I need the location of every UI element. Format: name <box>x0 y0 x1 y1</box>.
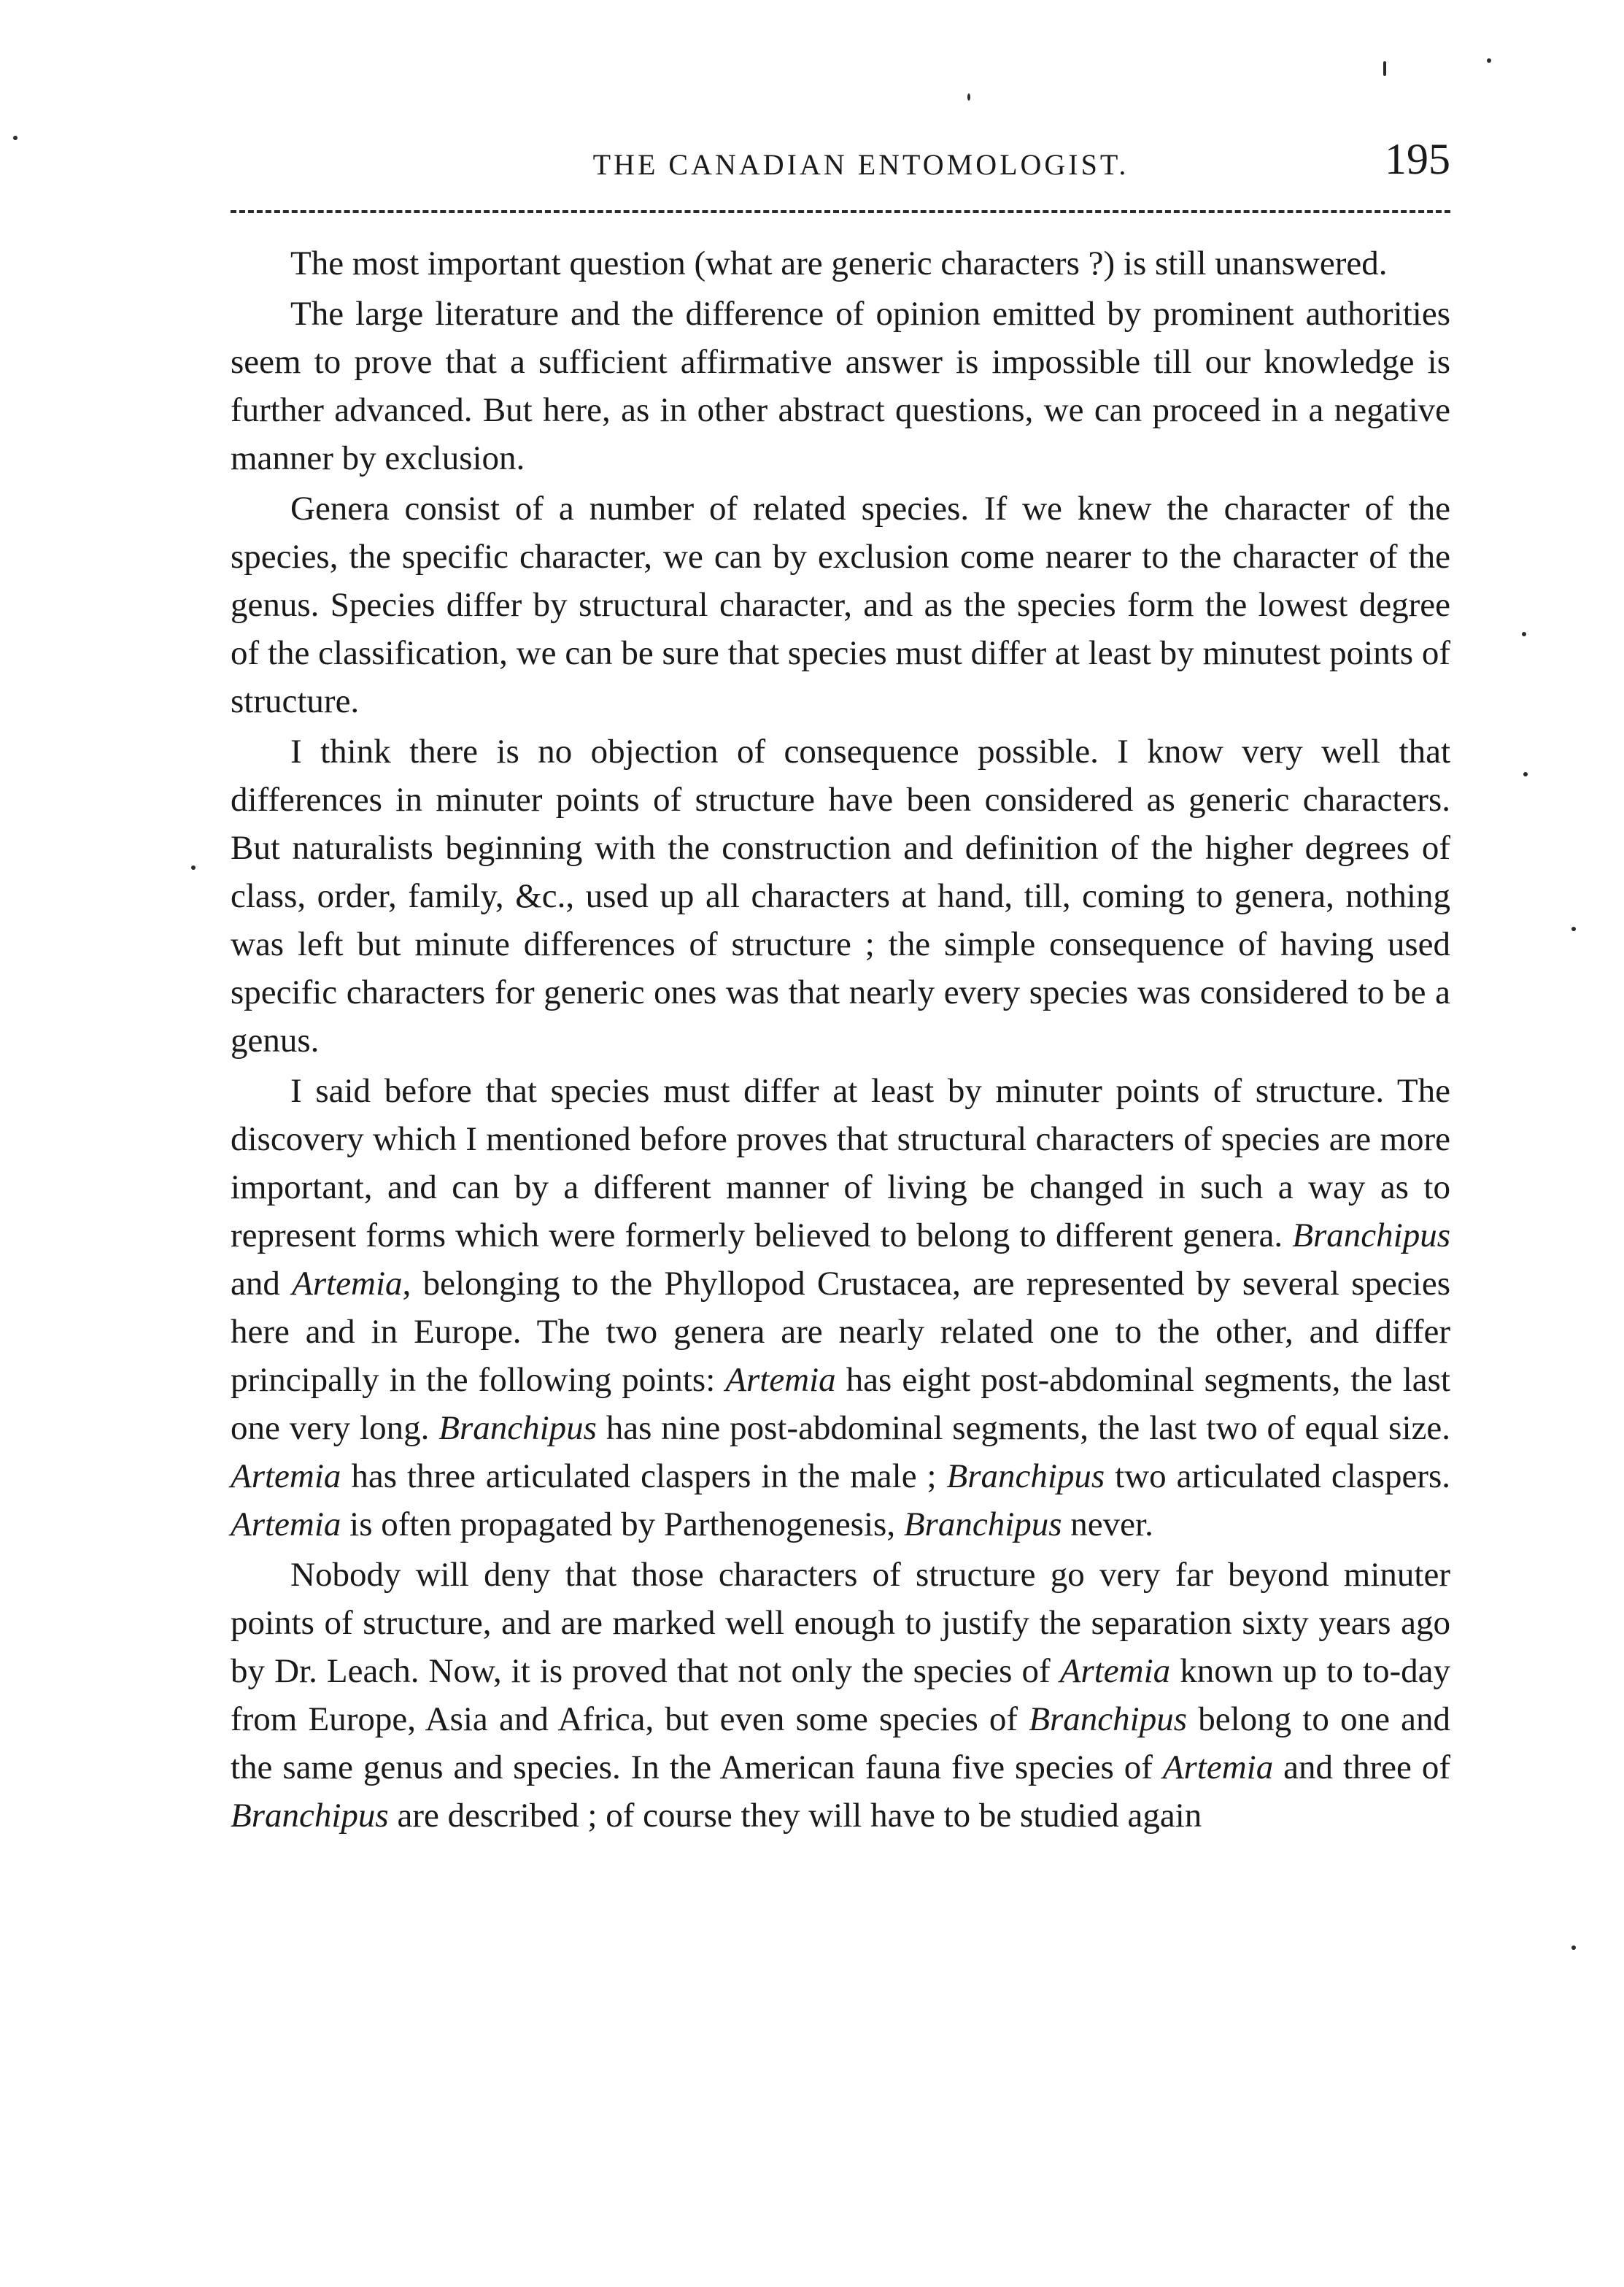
text-run: Nobody will deny that those characters of structure go very far beyond minuter points of structure, and are marked well enough to justify the separation sixty years ago by Dr. Leach. Now, it is proved that not only the species of <box>231 1556 1450 1690</box>
scan-speck <box>1487 58 1491 63</box>
body-text <box>231 239 1450 1840</box>
genus-name: Artemia <box>1059 1652 1171 1690</box>
genus-name: Branchipus <box>946 1457 1105 1495</box>
scan-speck <box>191 865 196 870</box>
text-run: has eight post-abdominal segments, the last one very long. <box>231 1361 1450 1447</box>
page-number: 195 <box>1385 135 1450 183</box>
genus-name: Branchipus <box>231 1797 389 1835</box>
scan-speck <box>13 136 18 140</box>
text-run: , belonging to the Phyllopod Crustacea, are represented by several species here and in Europe. The two genera are nearly related one to the other, and differ principally in the following points: <box>231 1265 1450 1399</box>
text-run: The most important question (what are generic characters ?) is still unanswered. <box>290 244 1388 282</box>
text-run: two articulated claspers. <box>1105 1457 1450 1495</box>
text-run: Genera consist of a number of related species. If we knew the character of the species, the specific character, we can by exclusion come nearer to the character of the genus. Species differ by structural character, and as the species form the lowest degree of the classification, we can be sure that species must differ at least by minutest points of structure. <box>231 490 1450 720</box>
journal-title: THE CANADIAN ENTOMOLOGIST. <box>592 148 1129 181</box>
genus-name: Artemia <box>725 1361 836 1399</box>
running-head <box>231 131 1450 190</box>
genus-name: Branchipus <box>438 1409 597 1447</box>
paragraph-4 <box>231 728 1450 1065</box>
paragraph-5 <box>231 1067 1450 1549</box>
paragraph-3 <box>231 485 1450 725</box>
text-run: is often propagated by Parthenogenesis, <box>341 1505 904 1543</box>
genus-name: Artemia <box>231 1457 341 1495</box>
book-page <box>231 131 1450 1842</box>
genus-name: Branchipus <box>1029 1700 1188 1738</box>
scan-speck <box>1522 632 1526 636</box>
genus-name: Artemia <box>1162 1748 1274 1786</box>
genus-name: Branchipus <box>1292 1216 1450 1254</box>
text-run: has three articulated claspers in the male ; <box>341 1457 947 1495</box>
genus-name: Artemia <box>231 1505 341 1543</box>
scan-speck <box>1571 1945 1576 1950</box>
text-run: known up to to-day from Europe, Asia and Africa, but even some species of <box>231 1652 1450 1738</box>
text-run: are described ; of course they will have to be studied again <box>388 1797 1202 1835</box>
genus-name: Branchipus <box>903 1505 1062 1543</box>
scan-speck <box>1571 927 1576 931</box>
scan-speck <box>967 93 970 101</box>
text-run: never. <box>1062 1505 1153 1543</box>
text-run: has nine post-abdominal segments, the last two of equal size. <box>596 1409 1450 1447</box>
text-run: and <box>231 1265 293 1303</box>
scan-speck <box>1383 61 1386 76</box>
text-run: I said before that species must differ at least by minuter points of structure. The discovery which I mentioned before proves that structural characters of species are more important, and can by a different manner of living be changed in such a way as to represent forms which were formerly believed to belong to different genera. <box>231 1072 1450 1254</box>
paragraph-6 <box>231 1551 1450 1840</box>
paragraph-2 <box>231 290 1450 482</box>
text-run: belong to one and the same genus and species. In the American fauna five species of <box>231 1700 1451 1786</box>
scan-speck <box>1523 772 1528 776</box>
genus-name: Artemia <box>292 1265 403 1303</box>
paragraph-1 <box>231 239 1450 288</box>
text-run: The large literature and the difference of opinion emitted by prominent authorities seem to prove that a sufficient affirmative answer is impossible till our knowledge is further advanced. But here, as in other abstract questions, we can proceed in a negative manner by exclusion. <box>231 295 1450 477</box>
header-rule <box>231 210 1450 213</box>
text-run: I think there is no objection of consequence possible. I know very well that differences in minuter points of structure have been considered as generic characters. But naturalists beginning with the construction and definition of the higher degrees of class, order, family, &c., used up all characters at hand, till, coming to genera, nothing was left but minute differences of structure ; the simple consequence of having used specific characters for generic ones was that nearly every species was considered to be a genus. <box>231 733 1450 1060</box>
text-run: and three of <box>1273 1748 1450 1786</box>
